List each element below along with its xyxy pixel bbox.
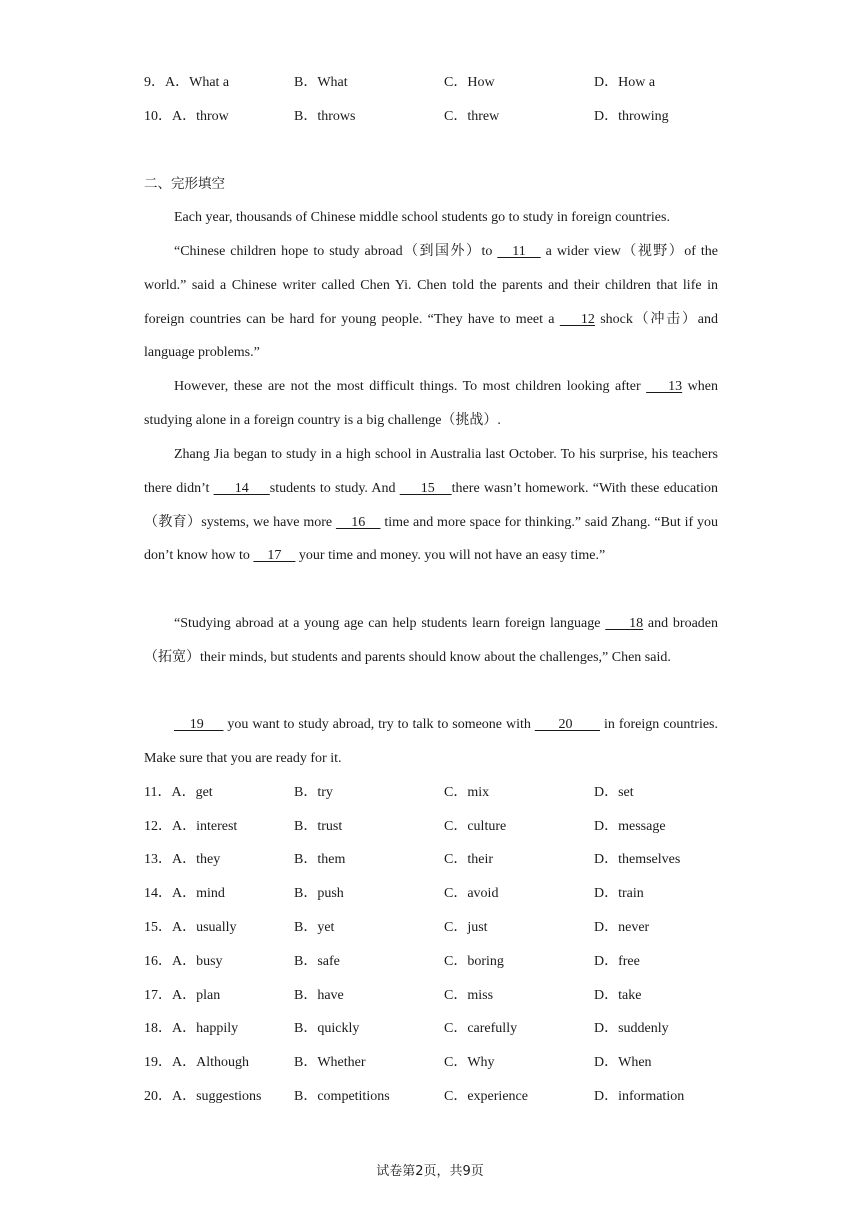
question-row-13 [144, 850, 744, 870]
question-row-20 [144, 1087, 744, 1107]
option-d: D．take [594, 988, 642, 1003]
option-b: B．competitions [294, 1089, 390, 1104]
question-row-11 [144, 783, 744, 803]
blank-20: 20 [534, 717, 601, 732]
page-footer: 试卷第2页，共9页 [376, 1164, 484, 1179]
paragraph-text: Each year, thousands of Chinese middle school students go to study in foreign countries. [174, 210, 670, 225]
paragraph-text: in foreign countries. Make sure that you are ready for it. [144, 717, 719, 766]
option-d: D．never [594, 920, 650, 935]
option-d: D．information [594, 1089, 685, 1104]
option-a-text: A．happily [172, 1021, 239, 1036]
option-a [144, 783, 213, 803]
option-a-text: A．plan [172, 988, 221, 1003]
option-c: C．Why [444, 1055, 495, 1070]
option-d: D．How a [594, 75, 656, 90]
paragraph-text: students to study. And [269, 480, 400, 496]
option-c: C．carefully [444, 1021, 518, 1036]
passage-paragraph-6 [144, 708, 718, 776]
option-a-text: A．busy [172, 954, 223, 969]
option-b: B．them [294, 852, 346, 867]
option-a [144, 107, 229, 127]
paragraph-text: “Chinese children hope to study abroad（到国外）to [174, 244, 498, 259]
option-c: C．mix [444, 785, 490, 800]
option-b: B．have [294, 988, 344, 1003]
paragraph-text: you want to study abroad, try to talk to someone with [223, 717, 535, 732]
question-row-18 [144, 1019, 744, 1039]
option-a-text: A．usually [172, 920, 237, 935]
question-row-15 [144, 918, 744, 938]
option-a [144, 918, 237, 938]
option-a [144, 986, 220, 1006]
option-a [144, 1053, 249, 1073]
paragraph-text: time and more space for thinking.” said Zhang. “But if you don’t know how to [144, 514, 718, 564]
option-c: C．How [444, 75, 495, 90]
question-number: 10． [144, 109, 172, 124]
blank-13: 13 [646, 379, 683, 394]
blank-19: 19 [174, 717, 224, 732]
paragraph-text: However, these are not the most difficult things. To most children looking after [174, 379, 647, 394]
option-b: B．try [294, 785, 333, 800]
passage-paragraph-2 [144, 235, 718, 370]
question-number: 18． [144, 1021, 172, 1036]
option-b: B．trust [294, 819, 343, 834]
option-d: D．free [594, 954, 640, 969]
question-number: 14． [144, 886, 172, 901]
option-a [144, 73, 229, 93]
question-number: 19． [144, 1055, 172, 1070]
question-number: 17． [144, 988, 172, 1003]
option-a [144, 1087, 261, 1107]
option-a-text: A．get [171, 785, 213, 800]
option-a-text: A．mind [172, 886, 225, 901]
option-a [144, 1019, 238, 1039]
paragraph-text: there wasn’t homework. “With these education（教育）systems, we have more [144, 480, 719, 530]
passage-paragraph-5 [144, 607, 718, 675]
option-c: C．their [444, 852, 493, 867]
question-number: 16． [144, 954, 172, 969]
option-c: C．experience [444, 1089, 528, 1104]
blank-17: 17 [253, 548, 296, 564]
paragraph-text: and broaden（拓宽）their minds, but students and parents should know about the challenges,” Chen said. [144, 616, 718, 665]
blank-14: 14 [213, 480, 270, 496]
option-b: B．Whether [294, 1055, 366, 1070]
paragraph-text: your time and money. you will not have an easy time.” [295, 548, 606, 564]
paragraph-text: when studying alone in a foreign country is a big challenge（挑战）. [144, 379, 718, 428]
option-c: C．threw [444, 109, 500, 124]
option-a-text: A．suggestions [172, 1089, 262, 1104]
option-c: C．avoid [444, 886, 499, 901]
option-d: D．suddenly [594, 1021, 669, 1036]
option-a-text: A．Although [172, 1055, 249, 1070]
question-number: 9． [144, 75, 165, 90]
question-row-17 [144, 986, 744, 1006]
option-b: B．quickly [294, 1021, 360, 1036]
option-a [144, 850, 220, 870]
option-a [144, 952, 223, 972]
question-number: 15． [144, 920, 172, 935]
option-b: B．throws [294, 109, 356, 124]
option-a [144, 884, 225, 904]
passage-paragraph-4 [144, 438, 718, 573]
option-d: D．themselves [594, 852, 681, 867]
question-number: 13． [144, 852, 172, 867]
section-title: 二、完形填空 [144, 176, 225, 192]
blank-12: 12 [559, 311, 595, 327]
passage-paragraph-3 [144, 370, 718, 438]
paragraph-text: Zhang Jia began to study in a high school in Australia last October. To his surprise, his teachers there didn’t [144, 447, 718, 496]
question-row-12 [144, 817, 744, 837]
option-a-text: A．throw [172, 109, 229, 124]
option-a-text: A．they [172, 852, 221, 867]
blank-11: 11 [497, 244, 541, 259]
option-d: D．message [594, 819, 666, 834]
question-row-14 [144, 884, 744, 904]
question-row-9 [144, 73, 744, 93]
option-a-text: A．interest [172, 819, 238, 834]
option-b: B．push [294, 886, 344, 901]
option-d: D．set [594, 785, 634, 800]
question-number: 20． [144, 1089, 172, 1104]
passage-paragraph-1 [144, 201, 718, 235]
option-d: D．When [594, 1055, 652, 1070]
option-c: C．culture [444, 819, 507, 834]
question-number: 12． [144, 819, 172, 834]
question-row-10 [144, 107, 744, 127]
question-row-19 [144, 1053, 744, 1073]
option-b: B．What [294, 75, 348, 90]
blank-15: 15 [399, 480, 452, 496]
option-c: C．miss [444, 988, 494, 1003]
paragraph-text: “Studying abroad at a young age can help students learn foreign language [174, 616, 606, 631]
option-a-text: A．What a [165, 75, 230, 90]
blank-16: 16 [335, 514, 381, 530]
question-number: 11． [144, 785, 172, 800]
question-row-16 [144, 952, 744, 972]
blank-18: 18 [605, 616, 644, 631]
paragraph-text: a wider view（视野）of the world.” said a Chinese writer called Chen Yi. Chen told the parents and their children that life in foreign countries can be hard for young people. “They have to meet a [144, 244, 719, 327]
option-b: B．safe [294, 954, 340, 969]
option-a [144, 817, 237, 837]
option-b: B．yet [294, 920, 335, 935]
paragraph-text: shock（冲击）and language problems.” [144, 311, 719, 361]
option-c: C．boring [444, 954, 504, 969]
option-c: C．just [444, 920, 488, 935]
option-d: D．throwing [594, 109, 669, 124]
option-d: D．train [594, 886, 644, 901]
